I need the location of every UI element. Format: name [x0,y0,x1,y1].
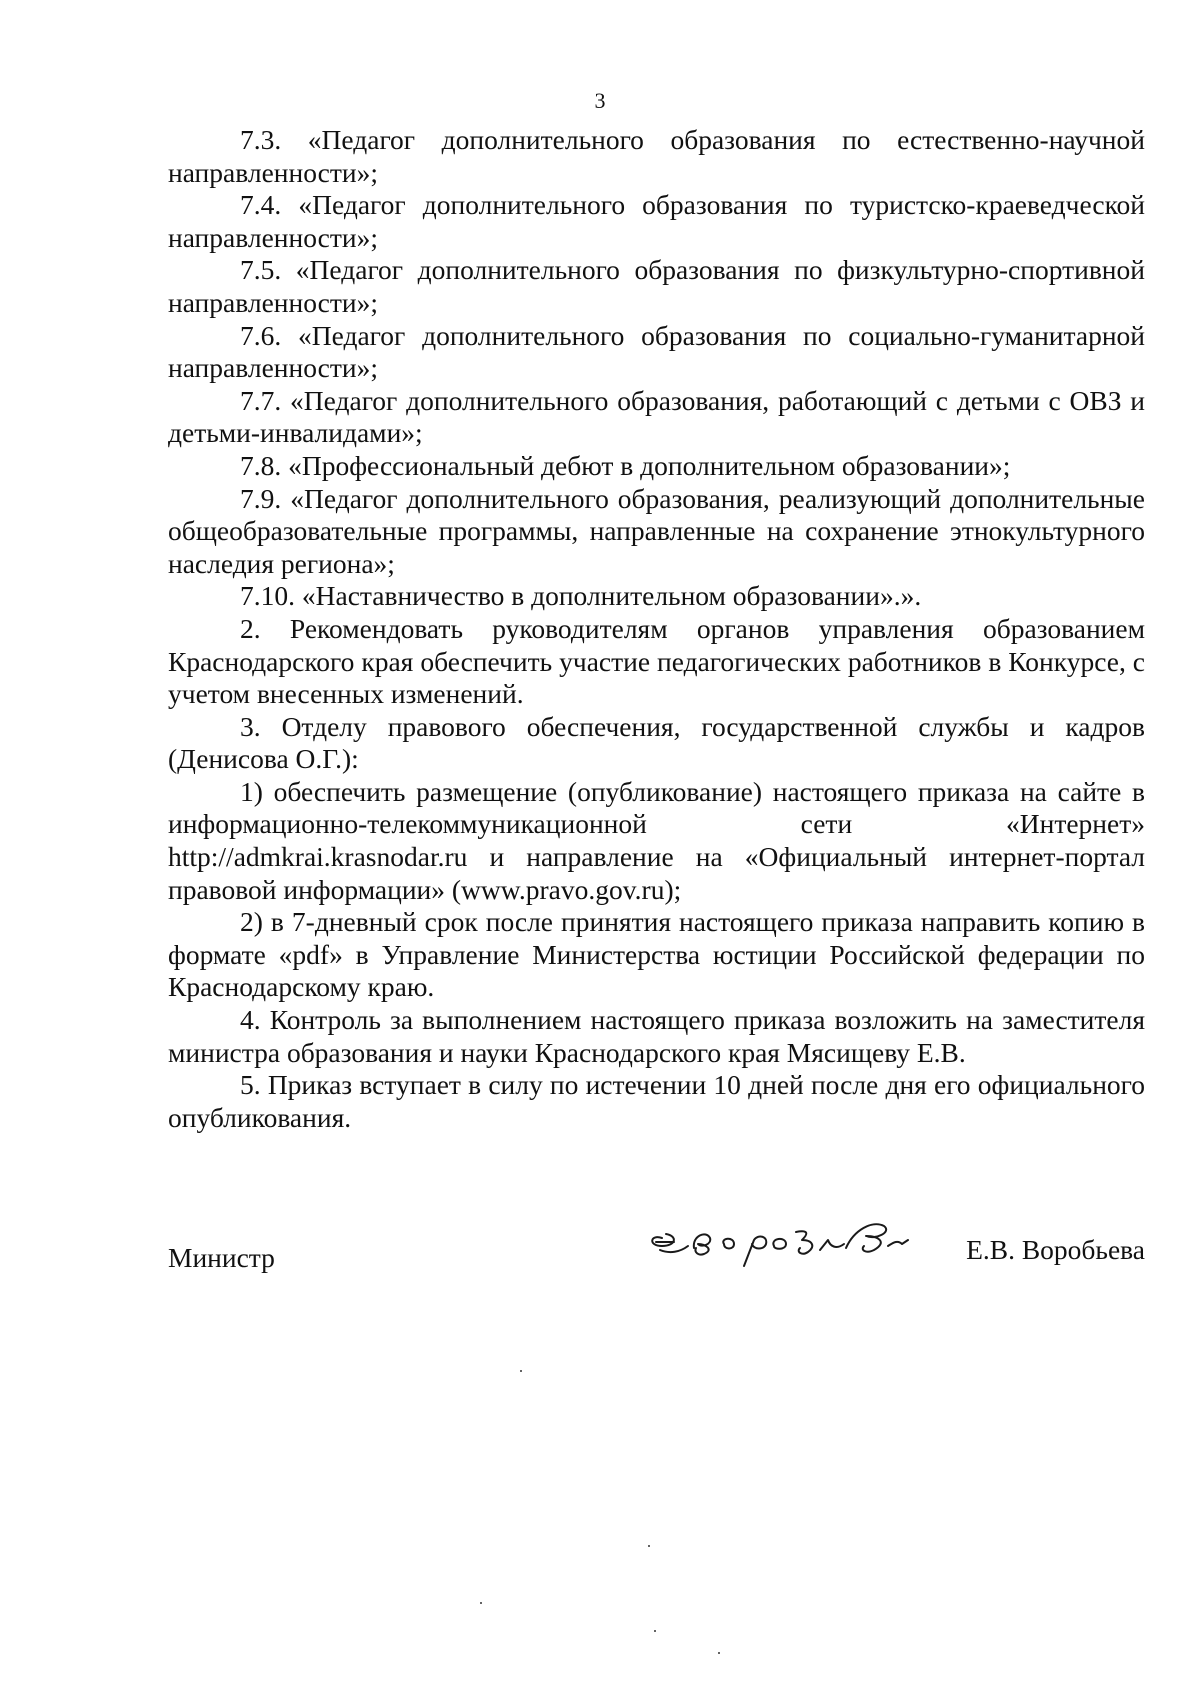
scan-speck [480,1602,482,1604]
paragraph-7-8: 7.8. «Профессиональный дебют в дополнительном образовании»; [240,449,1011,481]
paragraph-7-4: 7.4. «Педагог дополнительного образования по туристско-краеведческой направленности»; [168,189,1145,253]
scan-speck [520,1370,522,1372]
handwritten-signature [640,1210,930,1270]
paragraph-5: 5. Приказ вступает в силу по истечении 10 дней после дня его официального опубликования. [168,1069,1145,1133]
scan-speck [648,1545,650,1547]
paragraph-3-2: 2) в 7-дневный срок после принятия настоящего приказа направить копию в формате «pdf» в Управление Министерства юстиции Российской федерации по Краснодарскому краю. [168,906,1145,1003]
signature-block [168,1228,1145,1288]
paragraph-7-10: 7.10. «Наставничество в дополнительном образовании».». [240,580,922,612]
paragraph-7-6: 7.6. «Педагог дополнительного образования по социально-гуманитарной направленности»; [168,319,1145,384]
paragraph-7-7: 7.7. «Педагог дополнительного образования, работающий с детьми с ОВЗ и детьми-инвалидами»; [168,384,1145,449]
paragraph-3-1: 1) обеспечить размещение (опубликование) настоящего приказа на сайте в информационно-телекоммуникационной сети «Интернет» http://admkrai.krasnodar.ru и направление на «Официальный интернет-портал правовой информации» (www.pravo.gov.ru); [168,775,1145,905]
paragraph-7-9: 7.9. «Педагог дополнительного образования, реализующий дополнительные общеобразовательные программы, направленные на сохранение этнокультурного наследия региона»; [168,482,1145,579]
paragraph-4: 4. Контроль за выполнением настоящего приказа возложить на заместителя министра образования и науки Краснодарского края Мясищеву Е.В. [168,1004,1145,1068]
scan-speck [718,1652,720,1654]
signatory-title: Министр [168,1242,275,1273]
scan-speck [654,1630,656,1632]
paragraph-3: 3. Отделу правового обеспечения, государственной службы и кадров (Денисова О.Г.): [168,710,1145,775]
paragraph-2: 2. Рекомендовать руководителям органов управления образованием Краснодарского края обеспечить участие педагогических работников в Конкурсе, с учетом внесенных изменений. [168,612,1145,710]
paragraph-7-5: 7.5. «Педагог дополнительного образования по физкультурно-спортивной направленности»; [168,254,1145,318]
document-body [168,124,1145,1134]
paragraph-7-3: 7.3. «Педагог дополнительного образования по естественно-научной направленности»; [168,124,1145,188]
signatory-name: Е.В. Воробьева [966,1234,1145,1265]
page-number: 3 [594,88,606,113]
